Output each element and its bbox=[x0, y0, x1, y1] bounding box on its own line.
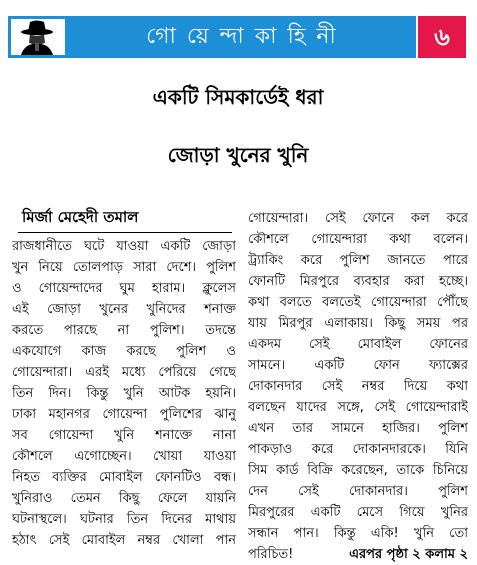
article-line: নিহত ব্যক্তির মোবাইল ফোনটিও বন্ধ। bbox=[12, 470, 236, 485]
section-title: গো য়ে ন্দা কা হি নী bbox=[146, 24, 338, 49]
article-line: এখন তার সামনে হাজির। পুলিশ bbox=[248, 421, 468, 436]
article-line: ফোনটি মিরপুরে ব্যবহার করা হচ্ছে। bbox=[248, 274, 468, 289]
article-line: ট্র্যাকিং করে পুলিশ জানতে পারে bbox=[248, 253, 468, 268]
article-line: ও গোয়েন্দাদের ঘুম হারাম। ক্লুলেস bbox=[12, 281, 236, 296]
article-line: গোয়েন্দারা। এরই মধ্যে পেরিয়ে গেছে bbox=[12, 365, 236, 380]
article-line: বলছেন যাদের সঙ্গে, সেই গোয়েন্দারাই bbox=[248, 400, 468, 415]
article-line: খুন নিয়ে তোলপাড় সারা দেশে। পুলিশ bbox=[12, 260, 236, 275]
article-last-line bbox=[248, 544, 468, 565]
byline-divider bbox=[18, 232, 232, 233]
article-line: রাজধানীতে ঘটে যাওয়া একটি জোড়া bbox=[12, 239, 236, 254]
headline-line-1: একটি সিমকার্ডেই ধরা bbox=[152, 85, 324, 109]
article-line: সন্ধান পান। কিন্তু একি! খুনি তো bbox=[248, 526, 468, 541]
headline-line-2: জোড়া খুনের খুনি bbox=[167, 143, 309, 167]
article-line: কৌশলে এগোচ্ছেন। খোয়া যাওয়া bbox=[12, 449, 236, 464]
article-line: সব গোয়েন্দা খুনি শনাক্তে নানা bbox=[12, 428, 236, 443]
article-column-1 bbox=[12, 236, 236, 551]
article-line: একযোগে কাজ করছে পুলিশ ও bbox=[12, 344, 236, 359]
article-line: এই জোড়া খুনের খুনিদের শনাক্ত bbox=[12, 302, 236, 317]
article-last-text: পরিচিত! bbox=[248, 547, 294, 562]
section-header-band bbox=[8, 16, 466, 58]
article-line: সামনে। একটি ফোন ফ্যাক্সের bbox=[248, 358, 468, 373]
article-line: সিম কার্ড বিক্রি করেছেন, তাকে চিনিয়ে bbox=[248, 463, 468, 478]
article-line: হঠাৎ সেই মোবাইল নম্বর খোলা পান bbox=[12, 533, 236, 548]
article-line: মিরপুরের একটি মেসে গিয়ে খুনির bbox=[248, 505, 468, 520]
detective-hat-icon bbox=[10, 18, 66, 56]
article-line: একদম সেই মোবাইল ফোনের bbox=[248, 337, 468, 352]
article-line: যায় মিরপুর এলাকায়। কিছু সময় পর bbox=[248, 316, 468, 331]
article-line: দোকানদার সেই নম্বর দিয়ে কথা bbox=[248, 379, 468, 394]
article-column-2 bbox=[248, 208, 468, 565]
article-line: পাকড়াও করে দোকানদারকে। যিনি bbox=[248, 442, 468, 457]
article-line: করতে পারছে না পুলিশ। তদন্তে bbox=[12, 323, 236, 338]
article-line: কথা বলতে বলতেই গোয়েন্দারা পৌঁছে bbox=[248, 295, 468, 310]
article-line: খুনিরাও তেমন কিছু ফেলে যায়নি bbox=[12, 491, 236, 506]
continuation-note: এরপর পৃষ্ঠা ২ কলাম ২ bbox=[349, 547, 468, 562]
author-byline: মির্জা মেহেদী তমাল bbox=[22, 208, 139, 226]
article-line: ঢাকা মহানগর গোয়েন্দা পুলিশের ঝানু bbox=[12, 407, 236, 422]
page-number-badge: ৬ bbox=[418, 16, 466, 58]
headline bbox=[10, 68, 466, 184]
article-line: কৌশলে গোয়েন্দারা কথা বলেন। bbox=[248, 232, 468, 247]
article-line: দেন সেই দোকানদার। পুলিশ bbox=[248, 484, 468, 499]
article-line: ঘটনাস্থলে। ঘটনার তিন দিনের মাথায় bbox=[12, 512, 236, 527]
article-line: গোয়েন্দারা। সেই ফোনে কল করে bbox=[248, 211, 468, 226]
article-line: তিন দিন। কিন্তু খুনি আটক হয়নি। bbox=[12, 386, 236, 401]
